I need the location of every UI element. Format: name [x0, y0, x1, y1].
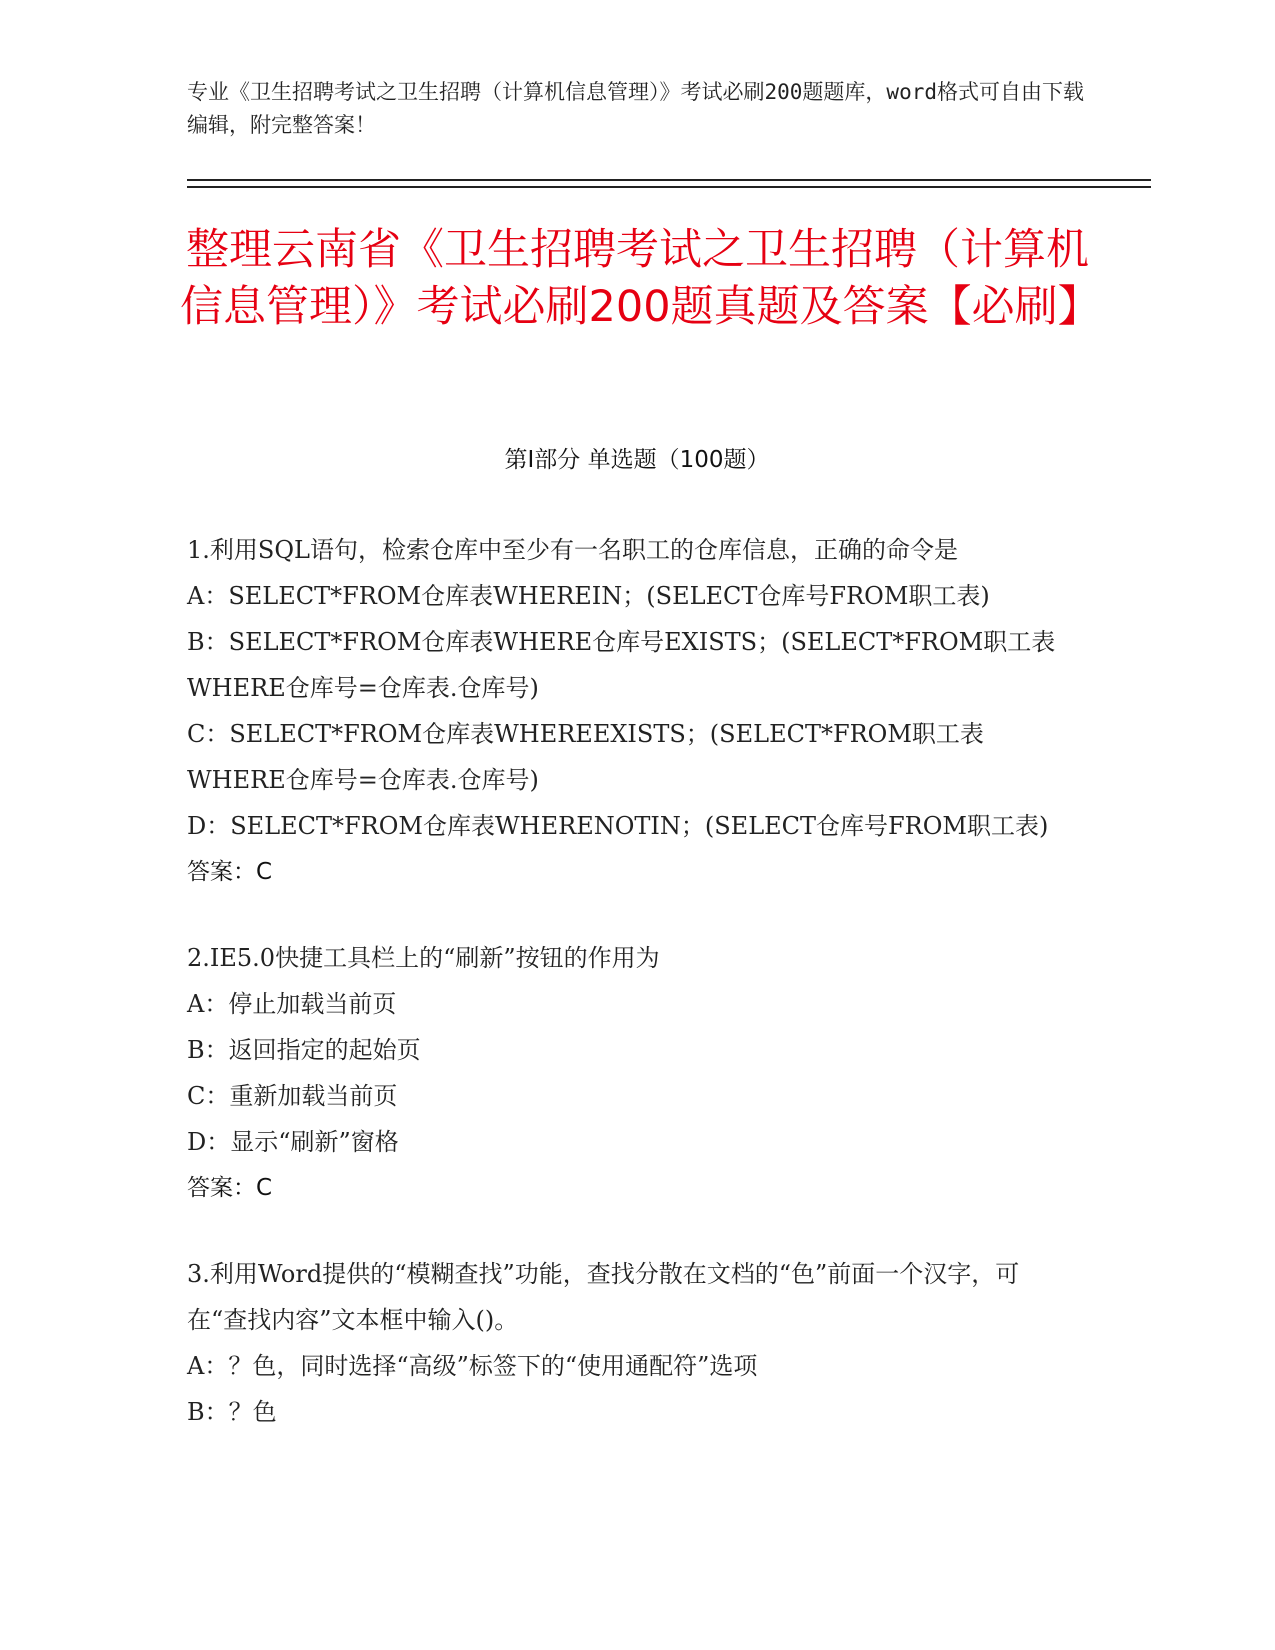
- question-item: [187, 527, 1067, 895]
- header-divider-bottom: [187, 186, 1151, 188]
- question-item: [187, 935, 1067, 1211]
- document-title: 整理云南省《卫生招聘考试之卫生招聘（计算机信息管理）》考试必刷200题真题及答案【必刷】: [180, 225, 1101, 332]
- answer-text: 答案：C: [187, 1175, 273, 1201]
- option-c: C：SELECT*FROM仓库表WHEREEXISTS；(SELECT*FROM职工表WHERE仓库号=仓库表.仓库号): [187, 720, 984, 794]
- header-divider-top: [187, 179, 1151, 181]
- option-b: B：返回指定的起始页: [187, 1036, 421, 1064]
- option-a: A：SELECT*FROM仓库表WHEREIN；(SELECT仓库号FROM职工表): [187, 582, 990, 610]
- option-d: D：SELECT*FROM仓库表WHERENOTIN；(SELECT仓库号FROM职工表): [187, 812, 1049, 840]
- question-stem: 1.利用SQL语句，检索仓库中至少有一名职工的仓库信息，正确的命令是: [187, 536, 958, 564]
- document-header-note: 专业《卫生招聘考试之卫生招聘（计算机信息管理）》考试必刷200题题库，word格式可自由下载编辑，附完整答案！: [187, 80, 1084, 137]
- option-d: D：显示“刷新”窗格: [187, 1128, 399, 1156]
- option-a: A：？色，同时选择“高级”标签下的“使用通配符”选项: [187, 1352, 758, 1380]
- question-stem: 3.利用Word提供的“模糊查找”功能，查找分散在文档的“色”前面一个汉字，可在“查找内容”文本框中输入()。: [187, 1260, 1020, 1334]
- question-list: [187, 527, 1067, 1475]
- option-c: C：重新加载当前页: [187, 1082, 398, 1110]
- option-b: B：SELECT*FROM仓库表WHERE仓库号EXISTS；(SELECT*FROM职工表WHERE仓库号=仓库表.仓库号): [187, 628, 1056, 702]
- answer-text: 答案：C: [187, 859, 273, 885]
- question-stem: 2.IE5.0快捷工具栏上的“刷新”按钮的作用为: [187, 944, 660, 972]
- option-a: A：停止加载当前页: [187, 990, 397, 1018]
- question-item: [187, 1251, 1067, 1435]
- option-b: B：？色: [187, 1398, 277, 1426]
- section-title: 第Ⅰ部分 单选题（100题）: [504, 447, 770, 473]
